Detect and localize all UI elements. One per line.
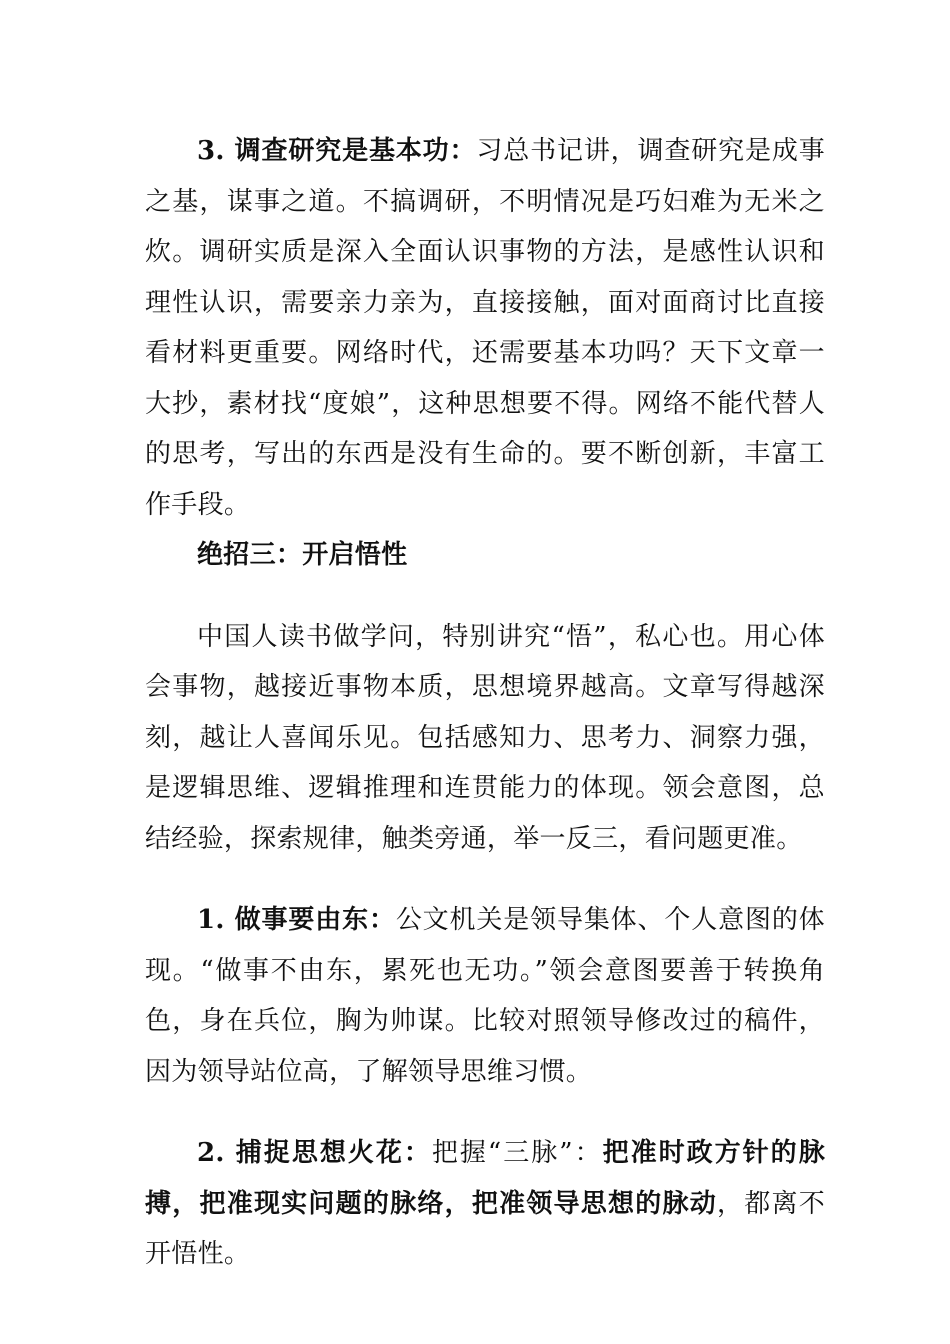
paragraph-text: 中国人读书做学问，特别讲究“悟”，私心也。用心体会事物，越接近事物本质，思想境界越高。文章写得越深刻，越让人喜闻乐见。包括感知力、思考力、洞察力强，是逻辑思维、逻辑推理和连贯能力的体现。领会意图，总结经验，探索规律，触类旁通，举一反三，看问题更准。 [145,621,825,854]
paragraph-lead: 1. 做事要由东： [197,905,396,935]
paragraph-text: 习总书记讲，调查研究是成事之基，谋事之道。不搞调研，不明情况是巧妇难为无米之炊。调研实质是深入全面认识事物的方法，是感性认识和理性认识，需要亲力亲为，直接接触，面对面商讨比直接看材料更重要。网络时代，还需要基本功吗？天下文章一大抄，素材找“度娘”，这种思想要不得。网络不能代替人的思考，写出的东西是没有生命的。要不断创新，丰富工作手段。 [145,136,825,520]
paragraph-leadership-intent [145,895,825,1097]
paragraph-lead: 3. 调查研究是基本功： [197,136,477,166]
paragraph-lead: 2. 捕捉思想火花： [197,1138,432,1168]
paragraph-text: 公文机关是领导集体、个人意图的体现。“做事不由东，累死也无功。”领会意图要善于转换角色，身在兵位，胸为帅谋。比较对照领导修改过的稿件，因为领导站位高，了解领导思维习惯。 [145,905,825,1087]
paragraph-text: 把握“三脉”： [431,1138,603,1168]
paragraph-investigation [145,126,825,530]
document-body [145,126,825,1280]
section-heading: 绝招三：开启悟性 [197,540,408,570]
paragraph-emphasis: 把准时政方针的脉搏，把准现实问题的脉络，把准领导思想的脉动 [145,1138,825,1219]
paragraph-capture-ideas [145,1128,825,1280]
paragraph-text: ，都离不开悟性。 [145,1188,825,1269]
paragraph-insight [145,612,825,865]
